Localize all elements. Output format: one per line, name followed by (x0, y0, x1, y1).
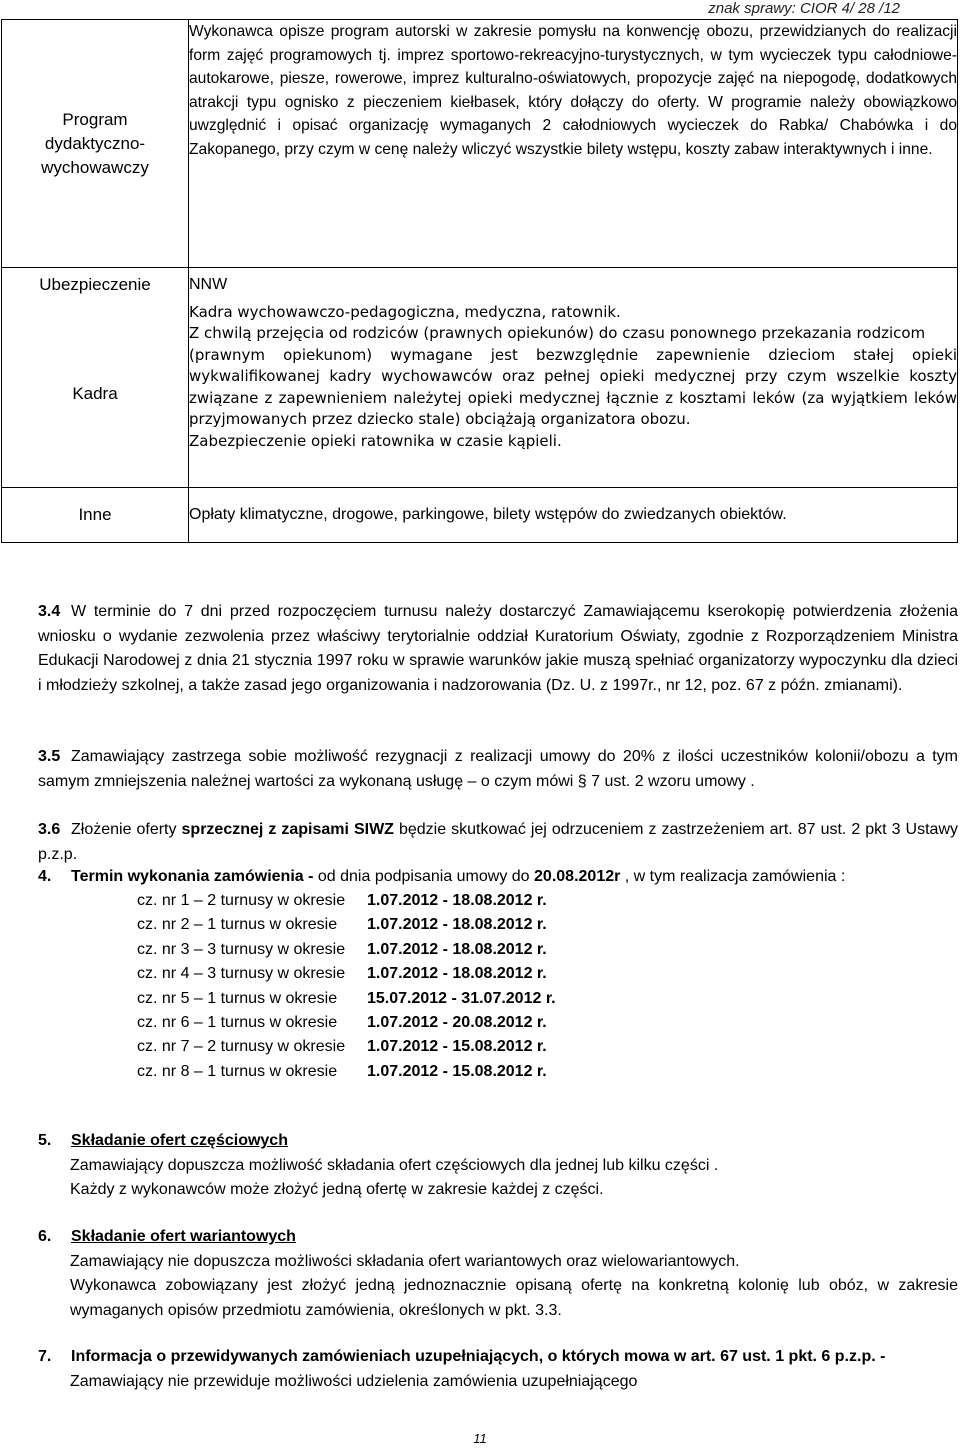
list-item: cz. nr 6 – 1 turnus w okresie 1.07.2012 - 20.08.2012 r. (137, 1014, 547, 1032)
row-label-inne: Inne (2, 488, 189, 543)
requirements-table (1, 19, 958, 543)
section-7: 7. Informacja o przewidywanych zamówieniach uzupełniających, o których mowa w art. 67 ust. 1 pkt. 6 p.z.p. - Zamawiający nie przewiduje możliwości udzielenia zamówienia uzupełniającego (38, 1348, 886, 1390)
table-row-inne (2, 488, 958, 543)
program-description (189, 20, 958, 268)
section-5-title: Składanie ofert częściowych (71, 1132, 288, 1149)
execution-terms-list (137, 889, 556, 1084)
case-reference: znak sprawy: CIOR 4/ 28 /12 (708, 0, 900, 17)
program-text-1: Wykonawca opisze program autorski w zakresie pomysłu na konwencję obozu, przewidzianych do realizacji form zajęć programowych tj. imprez sportowo-rekreacyjno-turystycznych, w tym wycieczek typu całodniowe-autokarowe, piesze, rowerowe, imprez kulturalno-oświatowych, propozycje zajęć na niepogodę, dodatkowych atrakcji typu ognisko z pieczeniem kiełbasek, który dołączy do oferty. (189, 23, 957, 111)
list-item: cz. nr 4 – 3 turnusy w okresie 1.07.2012 - 18.08.2012 r. (137, 965, 547, 983)
staff-line-4: Zabezpieczenie opieki ratownika w czasie kąpieli. (189, 431, 562, 450)
list-item: cz. nr 1 – 2 turnusy w okresie 1.07.2012 - 18.08.2012 r. (137, 892, 547, 909)
section-3-4-text: W terminie do 7 dni przed rozpoczęciem turnusu należy dostarczyć Zamawiającemu kserokopię potwierdzenia złożenia wniosku o wydanie zezwolenia przez właściwy terytorialnie oddział Kuratorium Oświaty, zgodnie z Rozporządzeniem Ministra Edukacji Narodowej z dnia 21 stycznia 1997 roku w sprawie warunków jakie muszą spełniać organizatorzy wypoczynku dla dzieci i młodzieży szkolnej, a także zasad jego organizowania i nadzorowania (Dz. U. z 1997r., nr 12, poz. 67 z późn. zmianami). (38, 603, 958, 694)
section-3-6: 3.6 Złożenie oferty sprzecznej z zapisami SIWZ będzie skutkować jej odrzuceniem z zastrzeżeniem art. 87 ust. 2 pkt 3 Ustawy p.z.p. (38, 821, 958, 863)
table-row-kadra (2, 302, 958, 488)
list-item: cz. nr 7 – 2 turnusy w okresie 1.07.2012 - 15.08.2012 r. (137, 1038, 547, 1056)
table-row-program (2, 20, 958, 268)
other-costs: Opłaty klimatyczne, drogowe, parkingowe, bilety wstępów do zwiedzanych obiektów. (189, 488, 958, 543)
section-6-title: Składanie ofert wariantowych (71, 1228, 296, 1245)
program-text-2: W programie należy obowiązkowo uwzględnić i opisać organizację wymaganych 2 całodniowych wycieczek do Rabka/ Chabówka i do Zakopanego, przy czym w cenę należy wliczyć wszystkie bilety wstępu, koszty zabaw interaktywnych i inne. (189, 93, 958, 158)
section-6: 6. Składanie ofert wariantowych Zamawiający nie dopuszcza możliwości składania ofert wariantowych oraz wielowariantowych. Wykonawca zobowiązany jest złożyć jedną jednoznacznie opisaną ofertę na konkretną kolonię lub obóz, w zakresie wymaganych opisów przedmiotu zamówienia, określonych w pkt. 3.3. (38, 1228, 958, 1319)
staff-description (189, 302, 958, 488)
list-item: cz. nr 5 – 1 turnus w okresie 15.07.2012 - 31.07.2012 r. (137, 989, 556, 1007)
list-item: cz. nr 3 – 3 turnusy w okresie 1.07.2012 - 18.08.2012 r. (137, 940, 547, 958)
section-7-title: Informacja o przewidywanych zamówieniach uzupełniających, o których mowa w art. 67 ust. 1 pkt. 6 p.z.p. - (71, 1348, 886, 1365)
section-5: 5. Składanie ofert częściowych Zamawiający dopuszcza możliwość składania ofert częściowych dla jednej lub kilku części . Każdy z wykonawców może złożyć jedną ofertę w zakresie każdej z części. (38, 1132, 719, 1198)
page-number: 11 (473, 1431, 487, 1446)
row-label-ubezpieczenie: Ubezpieczenie (2, 268, 189, 302)
section-3-5: 3.5 Zamawiający zastrzega sobie możliwość rezygnacji z realizacji umowy do 20% z ilości uczestników kolonii/obozu a tym samym zmniejszenia należnej wartości za wykonaną usługę – o czym mówi § 7 ust. 2 wzoru umowy . (38, 748, 958, 790)
table-row-ubezpieczenie (2, 268, 958, 302)
list-item: cz. nr 8 – 1 turnus w okresie 1.07.2012 - 15.08.2012 r. (137, 1062, 547, 1080)
section-3-5-text: Zamawiający zastrzega sobie możliwość rezygnacji z realizacji umowy do 20% z ilości uczestników kolonii/obozu a tym samym zmniejszenia należnej wartości za wykonaną usługę – o czym mówi § 7 ust. 2 wzoru umowy . (38, 748, 958, 790)
list-item: cz. nr 2 – 1 turnus w okresie 1.07.2012 - 18.08.2012 r. (137, 916, 547, 934)
staff-line-1: Kadra wychowawczo-pedagogiczna, medyczna, ratownik. (189, 302, 621, 321)
section-4: 4. Termin wykonania zamówienia - od dnia podpisania umowy do 20.08.2012r , w tym realizacja zamówienia : (38, 868, 846, 885)
section-3-4: 3.4 W terminie do 7 dni przed rozpoczęciem turnusu należy dostarczyć Zamawiającemu kserokopię potwierdzenia złożenia wniosku o wydanie zezwolenia przez właściwy terytorialnie oddział Kuratorium Oświaty, zgodnie z Rozporządzeniem Ministra Edukacji Narodowej z dnia 21 stycznia 1997 roku w sprawie warunków jakie muszą spełniać organizatorzy wypoczynku dla dzieci i młodzieży szkolnej, a także zasad jego organizowania i nadzorowania (Dz. U. z 1997r., nr 12, poz. 67 z późn. zmianami). (38, 603, 958, 694)
staff-line-2: Z chwilą przejęcia od rodziców (prawnych opiekunów) do czasu ponownego przekazania rodzicom (189, 324, 926, 342)
staff-line-3: (prawnym opiekunom) wymagane jest bezwzględnie zapewnienie dzieciom stałej opieki wykwalifikowanej kadry wychowawców oraz pełnej opieki medycznej przy czym wszelkie koszty związane z zapewnieniem należytej opieki medycznej łącznie z kosztami leków (za wyjątkiem leków przyjmowanych przez dziecko stale) obciążają organizatora obozu. (189, 345, 957, 428)
row-label-program: Program dydaktyczno-wychowawczy (2, 20, 189, 268)
row-label-kadra: Kadra (2, 302, 189, 488)
insurance-value: NNW (189, 268, 958, 302)
